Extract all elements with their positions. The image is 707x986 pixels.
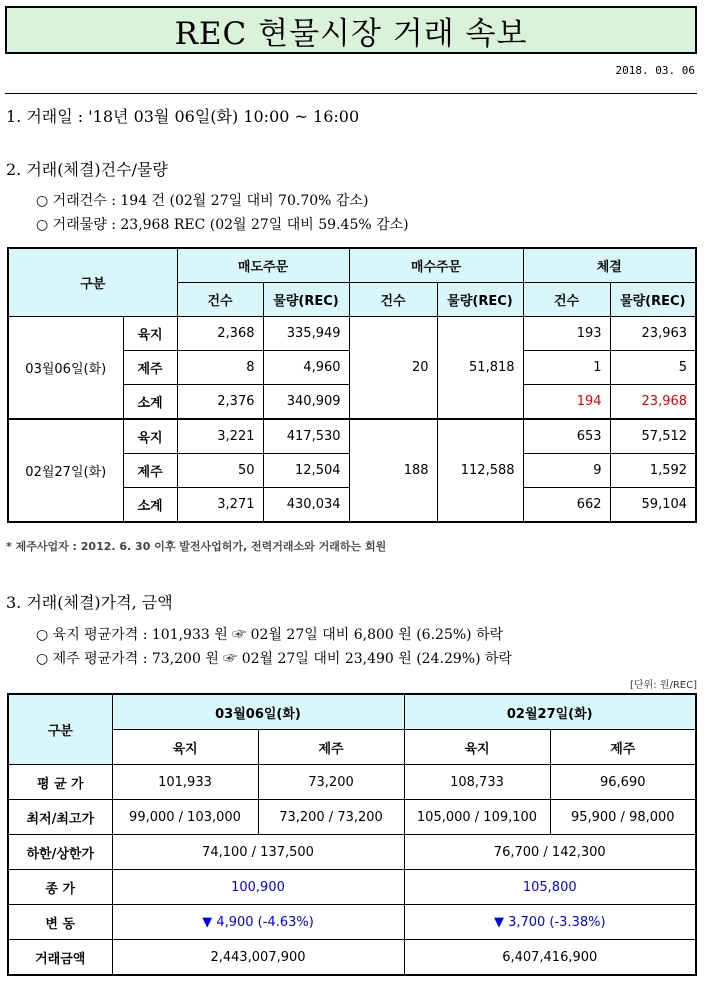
header-land-b: 육지 — [404, 730, 550, 765]
row-label: 소계 — [123, 488, 177, 523]
row-label: 소계 — [123, 385, 177, 420]
header-date-b: 02월27일(화) — [404, 694, 696, 730]
row-label-avg: 평 균 가 — [8, 765, 112, 800]
avg-jeju-b: 96,690 — [550, 765, 696, 800]
sell-volume: 12,504 — [263, 454, 349, 488]
trade-volume-highlight: 23,968 — [610, 385, 696, 420]
sell-volume: 335,949 — [263, 317, 349, 351]
table-row — [8, 940, 696, 976]
row-label-amount: 거래금액 — [8, 940, 112, 976]
page-title: REC 현물시장 거래 속보 — [5, 6, 697, 54]
header-jeju-b: 제주 — [550, 730, 696, 765]
sell-volume: 4,960 — [263, 351, 349, 385]
close-a: 100,900 — [112, 870, 404, 905]
header-sell-count: 건수 — [177, 283, 263, 317]
table-row — [8, 835, 696, 870]
buy-volume: 51,818 — [437, 317, 523, 420]
header-land-a: 육지 — [112, 730, 258, 765]
table-row — [8, 870, 696, 905]
minmax-land-a: 99,000 / 103,000 — [112, 800, 258, 835]
table-row — [8, 905, 696, 940]
header-jeju-a: 제주 — [258, 730, 404, 765]
header-category: 구분 — [8, 694, 112, 765]
header-buy-orders: 매수주문 — [349, 248, 523, 283]
trade-count-highlight: 194 — [523, 385, 610, 420]
trade-volume: 57,512 — [610, 419, 696, 454]
minmax-jeju-b: 95,900 / 98,000 — [550, 800, 696, 835]
header-date-a: 03월06일(화) — [112, 694, 404, 730]
limit-b: 76,700 / 142,300 — [404, 835, 696, 870]
unit-label: [단위: 원/REC] — [630, 680, 697, 691]
avg-land-b: 108,733 — [404, 765, 550, 800]
price-table — [7, 693, 697, 976]
avg-jeju-a: 73,200 — [258, 765, 404, 800]
row-label-change: 변 동 — [8, 905, 112, 940]
change-b: ▼ 3,700 (-3.38%) — [404, 905, 696, 940]
trade-count: 193 — [523, 317, 610, 351]
sell-count: 8 — [177, 351, 263, 385]
amount-a: 2,443,007,900 — [112, 940, 404, 976]
trade-count-bullet: ○ 거래건수 : 194 건 (02월 27일 대비 70.70% 감소) — [36, 193, 369, 209]
footnote: * 제주사업자 : 2012. 6. 30 이후 발전사업허가, 전력거래소와 거래하는 회원 — [6, 540, 387, 553]
sell-count: 2,376 — [177, 385, 263, 420]
trade-count: 653 — [523, 419, 610, 454]
header-category: 구분 — [8, 248, 177, 317]
avg-land-a: 101,933 — [112, 765, 258, 800]
sell-volume: 340,909 — [263, 385, 349, 420]
close-b: 105,800 — [404, 870, 696, 905]
section3-heading: 3. 거래(체결)가격, 금액 — [6, 593, 173, 612]
section2-heading: 2. 거래(체결)건수/물량 — [6, 160, 168, 179]
trade-volume: 1,592 — [610, 454, 696, 488]
buy-volume: 112,588 — [437, 419, 523, 522]
sell-count: 2,368 — [177, 317, 263, 351]
header-sell-orders: 매도주문 — [177, 248, 349, 283]
row-label-limit: 하한/상한가 — [8, 835, 112, 870]
sell-volume: 430,034 — [263, 488, 349, 523]
row-label: 제주 — [123, 454, 177, 488]
header-buy-volume: 물량(REC) — [437, 283, 523, 317]
sell-volume: 417,530 — [263, 419, 349, 454]
row-label-close: 종 가 — [8, 870, 112, 905]
header-buy-count: 건수 — [349, 283, 437, 317]
header-trade-volume: 물량(REC) — [610, 283, 696, 317]
trade-volume-table — [7, 247, 697, 523]
table-row — [8, 419, 696, 454]
amount-b: 6,407,416,900 — [404, 940, 696, 976]
trade-volume: 5 — [610, 351, 696, 385]
row-label: 육지 — [123, 317, 177, 351]
block-date: 02월27일(화) — [8, 419, 123, 522]
header-trade-count: 건수 — [523, 283, 610, 317]
table-row — [8, 800, 696, 835]
trade-volume-bullet: ○ 거래물량 : 23,968 REC (02월 27일 대비 59.45% 감소) — [36, 217, 409, 233]
trade-volume: 59,104 — [610, 488, 696, 523]
row-label: 육지 — [123, 419, 177, 454]
land-price-bullet: ○ 육지 평균가격 : 101,933 원 ☞ 02월 27일 대비 6,800 원 (6.25%) 하락 — [36, 627, 504, 643]
row-label: 제주 — [123, 351, 177, 385]
report-date: 2018. 03. 06 — [615, 64, 695, 77]
sell-count: 50 — [177, 454, 263, 488]
divider — [5, 93, 697, 94]
minmax-land-b: 105,000 / 109,100 — [404, 800, 550, 835]
table-row — [8, 317, 696, 351]
header-trades: 체결 — [523, 248, 696, 283]
row-label-minmax: 최저/최고가 — [8, 800, 112, 835]
block-date: 03월06일(화) — [8, 317, 123, 420]
jeju-price-bullet: ○ 제주 평균가격 : 73,200 원 ☞ 02월 27일 대비 23,490 원 (24.29%) 하락 — [36, 651, 513, 667]
header-sell-volume: 물량(REC) — [263, 283, 349, 317]
change-a: ▼ 4,900 (-4.63%) — [112, 905, 404, 940]
limit-a: 74,100 / 137,500 — [112, 835, 404, 870]
sell-count: 3,221 — [177, 419, 263, 454]
minmax-jeju-a: 73,200 / 73,200 — [258, 800, 404, 835]
section1-heading: 1. 거래일 : '18년 03월 06일(화) 10:00 ~ 16:00 — [6, 107, 360, 126]
trade-count: 9 — [523, 454, 610, 488]
sell-count: 3,271 — [177, 488, 263, 523]
trade-count: 1 — [523, 351, 610, 385]
buy-count: 20 — [349, 317, 437, 420]
trade-count: 662 — [523, 488, 610, 523]
table-row — [8, 765, 696, 800]
buy-count: 188 — [349, 419, 437, 522]
trade-volume: 23,963 — [610, 317, 696, 351]
